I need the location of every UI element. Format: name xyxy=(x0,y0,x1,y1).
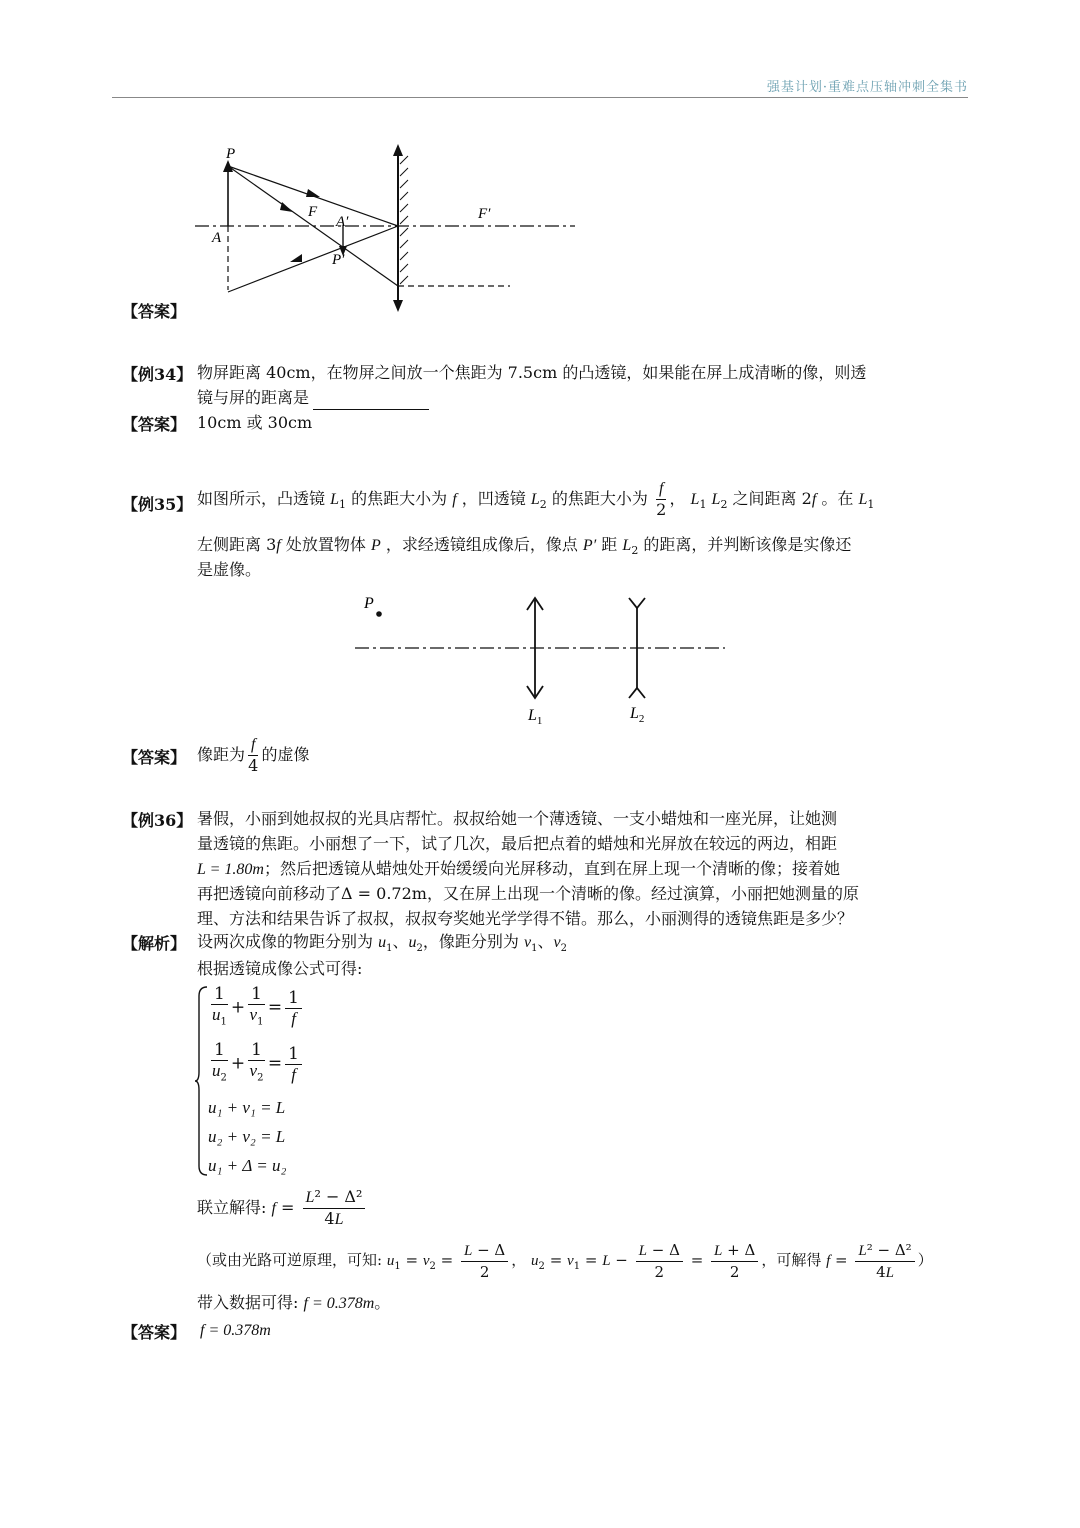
example-36-line-4: 再把透镜向前移动了Δ = 0.72m，又在屏上出现一个清晰的像。经过演算，小丽把她测量的原 xyxy=(197,884,859,903)
object-point xyxy=(376,611,382,617)
example-34-tag: 【例34】 xyxy=(122,365,193,384)
example-34-line-2: 镜与屏的距离是 xyxy=(197,385,429,410)
lens-system-diagram xyxy=(350,588,730,728)
solve-result: 联立解得: f = $\frac{\text{L² − Δ²}}{4L}$ xyxy=(197,1186,368,1231)
equation-3: u₁ + v₁ = L xyxy=(208,1098,286,1117)
formula-intro: 根据透镜成像公式可得: xyxy=(197,959,363,978)
answer-blank xyxy=(313,391,429,410)
substitute-line: 带入数据可得: f = 0.378m。 xyxy=(197,1293,391,1312)
example-34-line-1: 物屏距离 40cm，在物屏之间放一个焦距为 7.5cm 的凸透镜，如果能在屏上成清晰的像，则透 xyxy=(197,363,867,382)
point-F: F xyxy=(308,204,318,220)
equation-4: u₂ + v₂ = L xyxy=(208,1127,286,1146)
point-A: A xyxy=(212,230,222,246)
example-36-line-1: 暑假，小丽到她叔叔的光具店帮忙。叔叔给她一个薄透镜、一支小蜡烛和一座光屏，让她测 xyxy=(197,809,838,828)
point-A-prime: A′ xyxy=(336,214,349,230)
point-F-prime: F′ xyxy=(478,206,491,222)
lens-L1-label: $L_1$ xyxy=(528,707,543,727)
example-35-line-1: 如图所示，凸透镜 $L_1$ 的焦距大小为 f ，凹透镜 $L_2$ 的焦距大小为 $\frac{f}{2}$ ， $L_1$ $L_2$ 之间距离 2f 。在 $L_1$ xyxy=(197,480,875,519)
analysis-label-36: 【解析】 xyxy=(122,934,187,953)
example-34-answer: 10cm 或 30cm xyxy=(197,413,313,432)
analysis-line-1: 设两次成像的物距分别为 $u_1$、$u_2$，像距分别为 $v_1$、$v_2$ xyxy=(197,932,567,955)
answer-label-36: 【答案】 xyxy=(122,1323,187,1342)
header-divider xyxy=(112,97,968,98)
alternative-derivation: （或由光路可逆原理，可知: $u_1 = v_2$ = $\frac{L - \Delta}{2}$ ， $u_2 = v_1 = L$ − $\frac{L - \Delta}{2}$ = $\frac{L + \Delta}{2}$ ，可解得 f = $\frac{\text{L² − Δ²}}{4L}$ ） xyxy=(197,1240,933,1281)
answer-label-33: 【答案】 xyxy=(122,302,187,321)
mirror-ray-diagram xyxy=(190,140,580,315)
object-label: P xyxy=(364,595,374,612)
example-36-line-3: L = 1.80m；然后把透镜从蜡烛处开始缓缓向光屏移动，直到在屏上现一个清晰的像；接着她 xyxy=(197,859,840,878)
example-36-answer: f = 0.378m xyxy=(200,1322,271,1339)
example-36-line-5: 理、方法和结果告诉了叔叔，叔叔夸奖她光学学得不错。那么，小丽测得的透镜焦距是多少？ xyxy=(197,909,854,928)
equation-1: $\frac{1}{u_1}$ + $\frac{1}{v_1}$ = $\frac{1}{f}$ xyxy=(208,984,305,1032)
example-36-line-2: 量透镜的焦距。小丽想了一下，试了几次，最后把点着的蜡烛和光屏放在较远的两边，相距 xyxy=(197,834,838,853)
example-36-tag: 【例36】 xyxy=(122,811,193,830)
answer-label-35: 【答案】 xyxy=(122,748,187,767)
point-P: P xyxy=(226,146,236,162)
example-35-line-3: 是虚像。 xyxy=(197,560,262,579)
answer-label-34: 【答案】 xyxy=(122,415,187,434)
lens-L2-label: $L_2$ xyxy=(630,705,645,725)
book-title: 强基计划·重难点压轴冲刺全集书 xyxy=(766,80,968,95)
point-P-prime: P′ xyxy=(332,252,345,268)
equation-5: u₁ + Δ = u₂ xyxy=(208,1156,287,1175)
example-35-tag: 【例35】 xyxy=(122,495,193,514)
example-35-answer: 像距为 $\frac{f}{4}$ 的虚像 xyxy=(197,736,310,775)
equation-2: $\frac{1}{u_2}$ + $\frac{1}{v_2}$ = $\frac{1}{f}$ xyxy=(208,1040,305,1088)
example-35-line-2: 左侧距离 3f 处放置物体 P ，求经透镜组成像后，像点 P′ 距 $L_2$ 的距离，并判断该像是实像还 xyxy=(197,535,852,558)
